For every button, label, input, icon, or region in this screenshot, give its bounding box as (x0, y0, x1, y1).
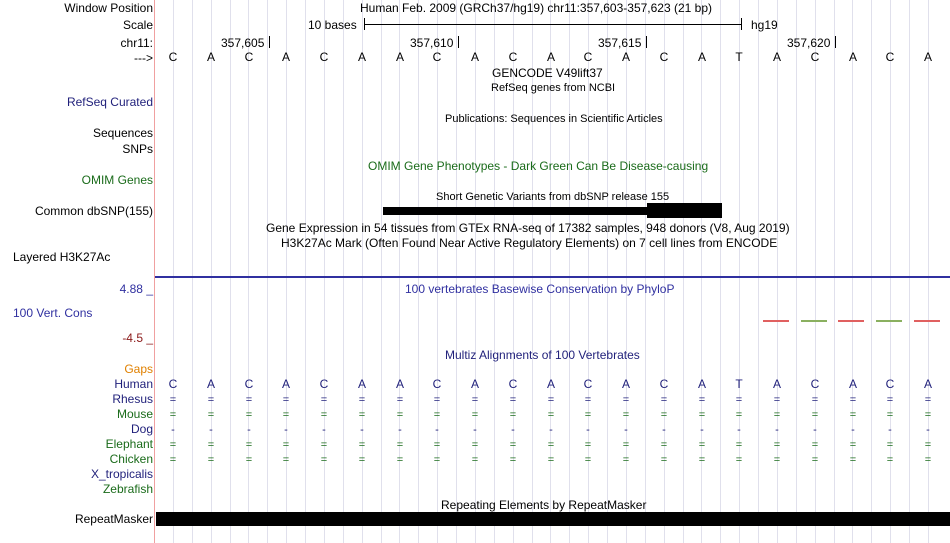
mouse-alignment-symbol: = (886, 409, 894, 421)
human-base: A (848, 377, 857, 391)
conservation-mark (876, 320, 902, 322)
mouse-alignment-symbol: = (509, 409, 517, 421)
human-base: A (546, 377, 555, 391)
sequence-base: C (244, 50, 254, 64)
elephant-alignment-symbol: = (433, 439, 441, 451)
refseq-track-label[interactable]: RefSeq Curated (66, 95, 153, 109)
mouse-alignment-symbol: = (282, 409, 290, 421)
elephant-alignment-symbol: = (698, 439, 706, 451)
dog-alignment-symbol: - (813, 424, 817, 436)
chicken-alignment-symbol: = (849, 454, 857, 466)
base-guide-line (758, 0, 759, 543)
dog-alignment-symbol: - (322, 424, 326, 436)
rhesus-alignment-symbol: = (886, 394, 894, 406)
base-guide-line (796, 0, 797, 543)
rhesus-alignment-symbol: = (547, 394, 555, 406)
human-base: A (697, 377, 706, 391)
elephant-alignment-symbol: = (207, 439, 215, 451)
human-base: A (621, 377, 630, 391)
rhesus-species-label: Rhesus (112, 392, 153, 406)
scale-label: Scale (122, 18, 153, 32)
base-guide-line (645, 0, 646, 543)
chicken-alignment-symbol: = (207, 454, 215, 466)
conservation-mark (838, 320, 864, 322)
rhesus-alignment-symbol: = (471, 394, 479, 406)
sequences-track-label[interactable]: Sequences (92, 126, 153, 140)
elephant-alignment-symbol: = (622, 439, 630, 451)
human-base: C (168, 377, 178, 391)
chicken-alignment-symbol: = (358, 454, 366, 466)
sequence-base: C (168, 50, 178, 64)
sequence-base: A (772, 50, 781, 64)
scale-bar (364, 24, 741, 25)
dbsnp-variant-bar[interactable] (383, 207, 648, 215)
chicken-alignment-symbol: = (698, 454, 706, 466)
h3k27ac-track-desc: H3K27Ac Mark (Often Found Near Active Regulatory Elements) on 7 cell lines from ENCODE (281, 236, 778, 250)
chicken-alignment-symbol: = (282, 454, 290, 466)
sequence-base: C (432, 50, 442, 64)
chicken-alignment-symbol: = (886, 454, 894, 466)
rhesus-alignment-symbol: = (924, 394, 932, 406)
snps-track-label[interactable]: SNPs (122, 142, 153, 156)
dog-alignment-symbol: - (624, 424, 628, 436)
coord-label: 357,610 (410, 36, 454, 50)
elephant-alignment-symbol: = (169, 439, 177, 451)
omim-track-label[interactable]: OMIM Genes (81, 173, 153, 187)
coord-label: 357,620 (787, 36, 831, 50)
rhesus-alignment-symbol: = (433, 394, 441, 406)
sequence-base: A (470, 50, 479, 64)
dog-alignment-symbol: - (284, 424, 288, 436)
sequence-base: A (281, 50, 290, 64)
human-base: C (885, 377, 895, 391)
human-base: T (735, 377, 743, 391)
dog-alignment-symbol: - (775, 424, 779, 436)
chicken-alignment-symbol: = (396, 454, 404, 466)
chicken-alignment-symbol: = (924, 454, 932, 466)
elephant-alignment-symbol: = (886, 439, 894, 451)
h3k27ac-track-label[interactable]: Layered H3K27Ac (13, 250, 111, 264)
rhesus-alignment-symbol: = (698, 394, 706, 406)
strand-label: ---> (134, 51, 153, 65)
rhesus-alignment-symbol: = (320, 394, 328, 406)
human-base: C (508, 377, 518, 391)
base-guide-line (343, 0, 344, 543)
x-tropicalis-species-label: X_tropicalis (90, 467, 153, 481)
human-base: C (810, 377, 820, 391)
human-base: A (395, 377, 404, 391)
window-position-label: Window Position (64, 1, 153, 15)
elephant-alignment-symbol: = (282, 439, 290, 451)
human-base: C (659, 377, 669, 391)
chicken-alignment-symbol: = (622, 454, 630, 466)
base-guide-line (305, 0, 306, 543)
dog-alignment-symbol: - (171, 424, 175, 436)
elephant-alignment-symbol: = (773, 439, 781, 451)
rhesus-alignment-symbol: = (245, 394, 253, 406)
base-guide-line (381, 0, 382, 543)
dog-alignment-symbol: - (737, 424, 741, 436)
dbsnp-variant-block[interactable] (647, 203, 722, 218)
mouse-alignment-symbol: = (169, 409, 177, 421)
mouse-alignment-symbol: = (433, 409, 441, 421)
mouse-alignment-symbol: = (245, 409, 253, 421)
mouse-alignment-symbol: = (584, 409, 592, 421)
elephant-alignment-symbol: = (849, 439, 857, 451)
elephant-alignment-symbol: = (924, 439, 932, 451)
human-base: C (244, 377, 254, 391)
base-guide-line (230, 0, 231, 543)
base-guide-line (267, 0, 268, 543)
rhesus-alignment-symbol: = (735, 394, 743, 406)
dog-alignment-symbol: - (398, 424, 402, 436)
scale-text: 10 bases (308, 18, 357, 32)
human-base: A (357, 377, 366, 391)
rhesus-alignment-symbol: = (584, 394, 592, 406)
elephant-alignment-symbol: = (320, 439, 328, 451)
zebrafish-species-label: Zebrafish (102, 482, 153, 496)
sequence-base: A (206, 50, 215, 64)
mouse-alignment-symbol: = (320, 409, 328, 421)
sequence-base: C (319, 50, 329, 64)
sequence-base: C (508, 50, 518, 64)
rhesus-alignment-symbol: = (811, 394, 819, 406)
mouse-alignment-symbol: = (471, 409, 479, 421)
rhesus-alignment-symbol: = (358, 394, 366, 406)
phylop-track-desc: 100 vertebrates Basewise Conservation by PhyloP (405, 282, 675, 296)
rhesus-alignment-symbol: = (169, 394, 177, 406)
human-base: A (772, 377, 781, 391)
cons-track-label[interactable]: 100 Vert. Cons (13, 306, 93, 320)
elephant-alignment-symbol: = (660, 439, 668, 451)
elephant-alignment-symbol: = (396, 439, 404, 451)
base-guide-line (720, 0, 721, 543)
chicken-alignment-symbol: = (660, 454, 668, 466)
dog-alignment-symbol: - (888, 424, 892, 436)
chicken-alignment-symbol: = (547, 454, 555, 466)
multiz-track-desc: Multiz Alignments of 100 Vertebrates (445, 348, 640, 362)
sequence-base: A (923, 50, 932, 64)
coord-tick (269, 36, 270, 48)
rhesus-alignment-symbol: = (849, 394, 857, 406)
chicken-alignment-symbol: = (320, 454, 328, 466)
repeatmasker-element-bar[interactable] (156, 512, 950, 526)
base-guide-line (834, 0, 835, 543)
cons-min-label: -4.5 _ (122, 331, 153, 345)
elephant-alignment-symbol: = (547, 439, 555, 451)
mouse-alignment-symbol: = (698, 409, 706, 421)
dog-alignment-symbol: - (700, 424, 704, 436)
mouse-alignment-symbol: = (358, 409, 366, 421)
label-separator (154, 0, 155, 543)
human-base: A (206, 377, 215, 391)
sequence-base: T (735, 50, 743, 64)
chicken-alignment-symbol: = (811, 454, 819, 466)
dog-alignment-symbol: - (209, 424, 213, 436)
rhesus-alignment-symbol: = (207, 394, 215, 406)
coord-tick (458, 36, 459, 48)
sequence-base: A (357, 50, 366, 64)
mouse-alignment-symbol: = (735, 409, 743, 421)
dog-alignment-symbol: - (360, 424, 364, 436)
dog-alignment-symbol: - (926, 424, 930, 436)
publications-track-desc: Publications: Sequences in Scientific Articles (445, 113, 663, 125)
chicken-alignment-symbol: = (735, 454, 743, 466)
chicken-alignment-symbol: = (471, 454, 479, 466)
sequence-base: C (583, 50, 593, 64)
sequence-base: C (810, 50, 820, 64)
common-dbsnp-track-label[interactable]: Common dbSNP(155) (34, 204, 153, 218)
human-base: C (583, 377, 593, 391)
mouse-alignment-symbol: = (660, 409, 668, 421)
base-guide-line (456, 0, 457, 543)
chicken-alignment-symbol: = (169, 454, 177, 466)
refseq-track-desc: RefSeq genes from NCBI (491, 82, 616, 94)
rhesus-alignment-symbol: = (660, 394, 668, 406)
elephant-alignment-symbol: = (358, 439, 366, 451)
sequence-base: A (546, 50, 555, 64)
chicken-alignment-symbol: = (773, 454, 781, 466)
chicken-alignment-symbol: = (245, 454, 253, 466)
assembly-label: hg19 (751, 18, 778, 32)
window-position-text: Human Feb. 2009 (GRCh37/hg19) chr11:357,603-357,623 (21 bp) (360, 1, 713, 15)
coord-tick (835, 36, 836, 48)
mouse-alignment-symbol: = (811, 409, 819, 421)
mouse-alignment-symbol: = (773, 409, 781, 421)
chicken-species-label: Chicken (109, 452, 153, 466)
sequence-base: A (621, 50, 630, 64)
mouse-alignment-symbol: = (207, 409, 215, 421)
base-guide-line (871, 0, 872, 543)
mouse-alignment-symbol: = (622, 409, 630, 421)
chicken-alignment-symbol: = (433, 454, 441, 466)
rhesus-alignment-symbol: = (622, 394, 630, 406)
human-base: A (923, 377, 932, 391)
human-species-label: Human (114, 377, 153, 391)
conservation-mark (801, 320, 827, 322)
chrom-label: chr11: (120, 36, 153, 50)
mouse-alignment-symbol: = (924, 409, 932, 421)
omim-track-desc: OMIM Gene Phenotypes - Dark Green Can Be Disease-causing (368, 159, 709, 173)
dog-alignment-symbol: - (247, 424, 251, 436)
dog-alignment-symbol: - (851, 424, 855, 436)
coord-tick (646, 36, 647, 48)
gencode-track-title: GENCODE V49lift37 (492, 66, 603, 80)
chicken-alignment-symbol: = (509, 454, 517, 466)
conservation-mark (914, 320, 940, 322)
chicken-alignment-symbol: = (584, 454, 592, 466)
dog-alignment-symbol: - (473, 424, 477, 436)
human-base: A (470, 377, 479, 391)
mouse-alignment-symbol: = (396, 409, 404, 421)
rhesus-alignment-symbol: = (396, 394, 404, 406)
coord-label: 357,605 (221, 36, 265, 50)
rhesus-alignment-symbol: = (509, 394, 517, 406)
cons-max-label: 4.88 _ (119, 282, 153, 296)
rhesus-alignment-symbol: = (282, 394, 290, 406)
elephant-alignment-symbol: = (471, 439, 479, 451)
elephant-species-label: Elephant (105, 437, 153, 451)
human-base: A (281, 377, 290, 391)
sequence-base: A (395, 50, 404, 64)
dbsnp-track-desc: Short Genetic Variants from dbSNP release 155 (436, 191, 670, 203)
conservation-mark (763, 320, 789, 322)
mouse-alignment-symbol: = (849, 409, 857, 421)
dog-alignment-symbol: - (549, 424, 553, 436)
gaps-label: Gaps (124, 362, 153, 376)
dog-alignment-symbol: - (586, 424, 590, 436)
repeatmasker-track-desc: Repeating Elements by RepeatMasker (441, 498, 647, 512)
rhesus-alignment-symbol: = (773, 394, 781, 406)
dog-species-label: Dog (130, 422, 153, 436)
elephant-alignment-symbol: = (735, 439, 743, 451)
human-base: C (432, 377, 442, 391)
elephant-alignment-symbol: = (509, 439, 517, 451)
elephant-alignment-symbol: = (584, 439, 592, 451)
base-guide-line (683, 0, 684, 543)
coord-label: 357,615 (598, 36, 642, 50)
mouse-species-label: Mouse (116, 407, 153, 421)
scale-bar-right-tick (741, 18, 742, 30)
mouse-alignment-symbol: = (547, 409, 555, 421)
conservation-divider (155, 276, 950, 278)
base-guide-line (909, 0, 910, 543)
sequence-base: C (659, 50, 669, 64)
sequence-base: C (885, 50, 895, 64)
base-guide-line (418, 0, 419, 543)
dog-alignment-symbol: - (511, 424, 515, 436)
dog-alignment-symbol: - (435, 424, 439, 436)
sequence-base: A (697, 50, 706, 64)
elephant-alignment-symbol: = (245, 439, 253, 451)
human-base: C (319, 377, 329, 391)
base-guide-line (192, 0, 193, 543)
elephant-alignment-symbol: = (811, 439, 819, 451)
dog-alignment-symbol: - (662, 424, 666, 436)
gtex-track-desc: Gene Expression in 54 tissues from GTEx RNA-seq of 17382 samples, 948 donors (V8, Aug 2019) (266, 221, 790, 235)
sequence-base: A (848, 50, 857, 64)
repeatmasker-track-label[interactable]: RepeatMasker (74, 512, 153, 526)
